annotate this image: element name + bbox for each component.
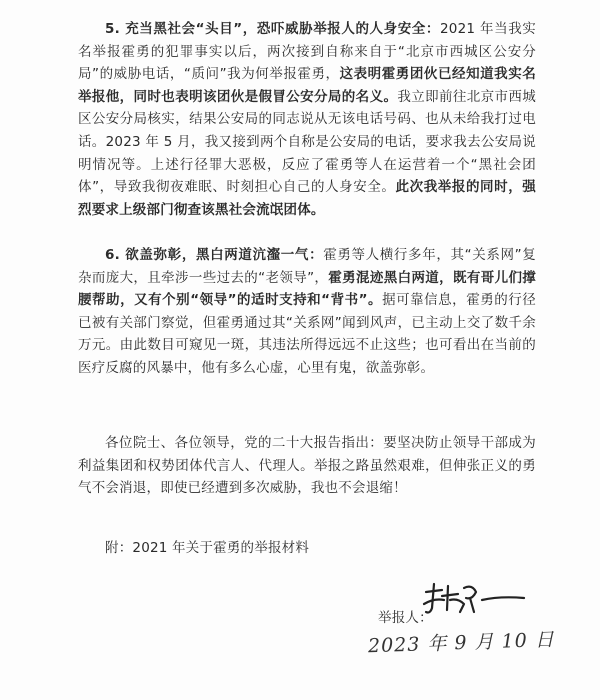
section-6-sentence-1: 霍勇等人横行多年，其“关系网”复杂而庞大，且牵涉一些过去的“老领导”， [78, 247, 536, 286]
section-6-sentence-3: 据可靠信息，霍勇的行径已被有关部门察觉，但霍勇通过其“关系网”闻到风声，已主动上交了数千余万元。由此数目可窥见一斑，其违法所得远远不止这些；也可看出在当前的医疗反腐的风暴中，他有多么心虚，心里有鬼，欲盖弥彰。 [78, 292, 537, 376]
section-5-sentence-3: 我立即前往北京市西城区公安分局核实，结果公安局的同志说从无该电话号码、也从未给我打过电话。2023 年 5 月，我又接到两个自称是公安局的电话，要求我去公安局说明情况等。 [78, 88, 537, 173]
section-6-paragraph [78, 244, 536, 380]
section-5-heading: 5. 充当黑社会“头目”，恐吓威胁举报人的人身安全： [105, 21, 440, 37]
reporter-label: 举报人： [378, 610, 433, 626]
section-6-sentence-2: 霍勇混迹黑白两道，既有哥儿们撑腰帮助，又有个别“领导”的适时支持和“背书”。 [78, 269, 537, 309]
section-5-sentence-4: 上述行径罪大恶极，反应了霍勇等人在运营着一个“黑社会团体”，导致我彻夜难眠、时刻担心自己的人身安全。 [78, 156, 536, 196]
section-5-sentence-2: 这表明霍勇团伙已经知道我实名举报他，同时也表明该团伙是假冒公安分局的名义。 [78, 66, 536, 105]
attachment-note: 附：2021 年关于霍勇的举报材料 [105, 540, 310, 556]
section-6-heading: 6. 欲盖弥彰，黑白两道沆瀣一气： [105, 247, 324, 263]
closing-paragraph [78, 432, 536, 500]
handwritten-date: 2023 年 9 月 10 日 [367, 628, 556, 658]
closing-text: 各位院士、各位领导，党的二十大报告指出：要坚决防止领导干部成为利益集团和权势团体代言人、代理人。举报之路虽然艰难，但伸张正义的勇气不会消退，即使已经遭到多次威胁，我也不会退缩！ [78, 435, 536, 497]
section-5-sentence-5: 此次我举报的同时，强烈要求上级部门彻查该黑社会流氓团体。 [78, 179, 537, 218]
handwritten-signature [420, 578, 530, 628]
section-5-paragraph [78, 18, 536, 221]
section-5-sentence-1: 2021 年当我实名举报霍勇的犯罪事实以后，两次接到自称来自于“北京市西城区公安分局”的威胁电话，“质问”我为何举报霍勇， [78, 21, 537, 83]
